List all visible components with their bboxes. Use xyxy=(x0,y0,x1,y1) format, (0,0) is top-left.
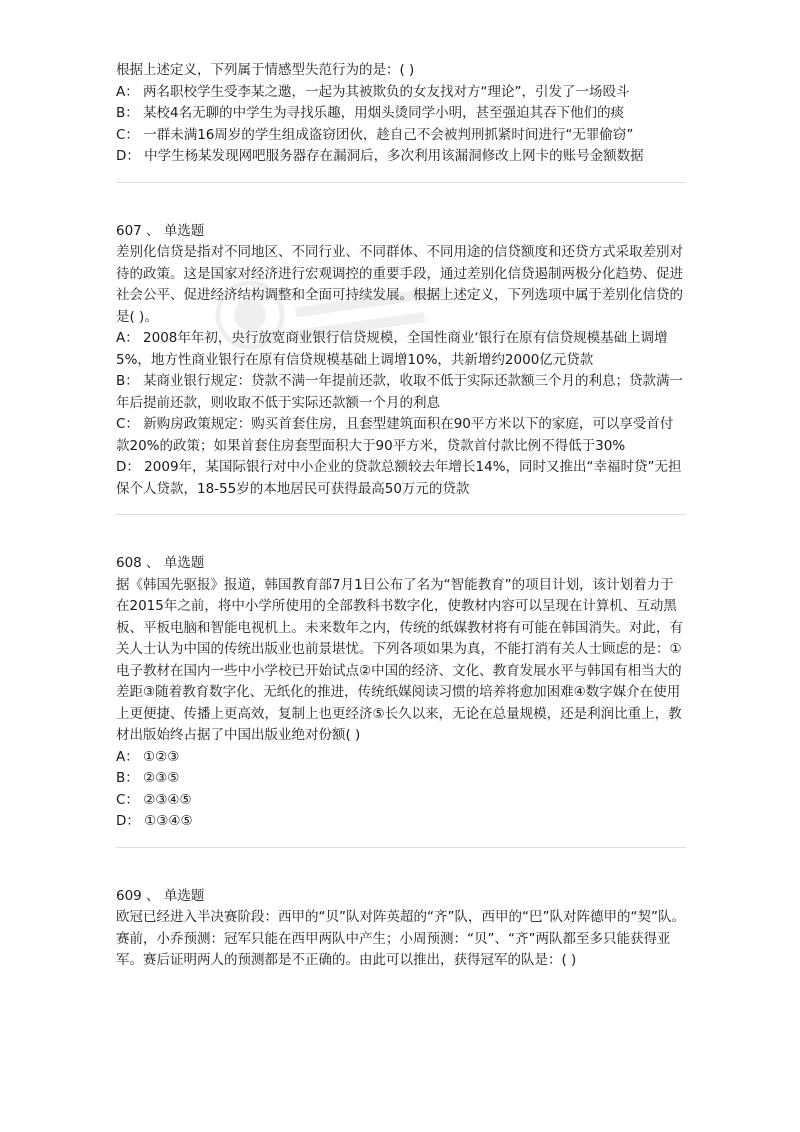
question-stem: 据《韩国先驱报》报道，韩国教育部7月1日公布了名为“智能教育”的项目计划，该计划着力于在2015年之前，将中小学所使用的全部教科书数字化，使教材内容可以呈现在计算机、互动黑板、平板电脑和智能电视机上。未来数年之内，传统的纸媒教材将有可能在韩国消失。对此，有关人士认为中国的传统出版业也前景堪忧。下列各项如果为真，不能打消有关人士顾虑的是：①电子教材在国内一些中小学校已开始试点②中国的经济、文化、教育发展水平与韩国有相当大的差距③随着教育数字化、无纸化的推进，传统纸媒阅读习惯的培养将愈加困难④数字媒介在使用上更便捷、传播上更高效，复制上也更经济⑤长久以来，无论在总量规模，还是利润比重上，教材出版始终占据了中国出版业绝对份额( ) xyxy=(116,576,683,743)
question-number: 609 、 单选题 xyxy=(116,887,205,904)
option-d: D： ①③④⑤ xyxy=(116,813,193,829)
question-number: 607 、 单选题 xyxy=(116,222,205,239)
question-block-608 xyxy=(116,553,686,833)
question-block-609 xyxy=(116,886,686,972)
option-c: C： 一群未满16周岁的学生组成盗窃团伙，趁自己不会被判刑抓紧时间进行“无罪偷窃” xyxy=(116,126,634,143)
question-number: 608 、 单选题 xyxy=(116,555,205,571)
question-block-prev xyxy=(116,60,686,168)
question-block-607 xyxy=(116,221,686,501)
option-c: C： ②③④⑤ xyxy=(116,791,192,808)
option-b: B： 某校4名无聊的中学生为寻找乐趣，用烟头烫同学小明，甚至强迫其吞下他们的痰 xyxy=(116,105,625,121)
question-stem: 差别化信贷是指对不同地区、不同行业、不同群体、不同用途的信贷额度和还贷方式采取差别对待的政策。这是国家对经济进行宏观调控的重要手段，通过差别化信贷遏制两极分化趋势、促进社会公平、促进经济结构调整和全面可持续发展。根据上述定义，下列选项中属于差别化信贷的是( )。 xyxy=(116,244,683,325)
question-stem: 根据上述定义，下列属于情感型失范行为的是：( ) xyxy=(116,62,415,78)
option-b: B： 某商业银行规定：贷款不满一年提前还款，收取不低于实际还款额三个月的利息；贷款满一年后提前还款，则收取不低于实际还款额一个月的利息 xyxy=(116,373,684,411)
option-a: A： 2008年年初，央行放宽商业银行信贷规模，全国性商业‘银行在原有信贷规模基础上调增5%，地方性商业银行在原有信贷规模基础上调增10%，共新增约2000亿元贷款 xyxy=(116,330,668,368)
option-d: D： 中学生杨某发现网吧服务器存在漏洞后，多次利用该漏洞修改上网卡的账号金额数据 xyxy=(116,148,644,164)
option-c: C： 新购房政策规定：购买首套住房，且套型建筑面积在90平方米以下的家庭，可以享受首付款20%的政策；如果首套住房套型面积大于90平方米，贷款首付款比例不得低于30% xyxy=(116,416,674,454)
option-d: D： 2009年，某国际银行对中小企业的贷款总额较去年增长14%，同时又推出“幸福时贷”无担保个人贷款，18-55岁的本地居民可获得最高50万元的贷款 xyxy=(116,459,682,497)
option-a: A： ①②③ xyxy=(116,748,180,765)
option-a: A： 两名职校学生受李某之邀，一起为其被欺负的女友找对方“理论”，引发了一场殴斗 xyxy=(116,83,630,100)
option-b: B： ②③⑤ xyxy=(116,770,180,786)
question-stem: 欧冠已经进入半决赛阶段：西甲的“贝”队对阵英超的“齐”队，西甲的“巴”队对阵德甲的“契”队。赛前，小乔预测：冠军只能在西甲两队中产生；小周预测：“贝”、“齐”两队都至多只能获得亚军。赛后证明两人的预测都是不正确的。由此可以推出，获得冠军的队是：( ) xyxy=(116,909,685,968)
document-page xyxy=(116,60,686,972)
